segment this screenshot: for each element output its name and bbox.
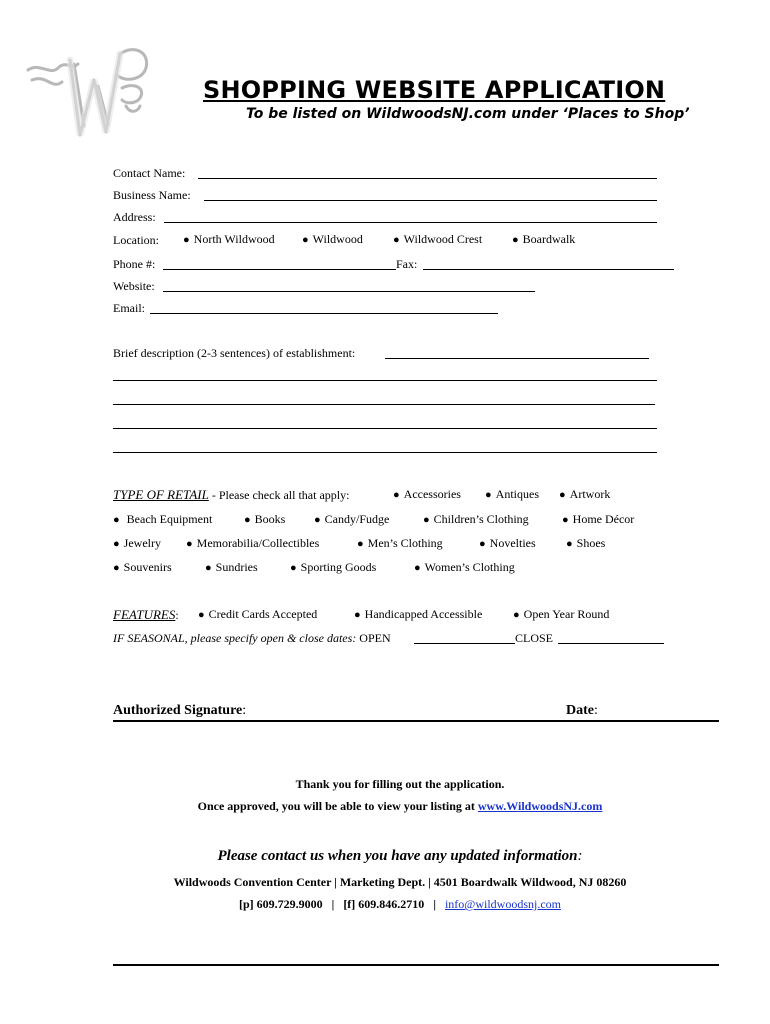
email-field[interactable] <box>150 313 498 314</box>
retail-option[interactable]: ● Accessories <box>393 487 461 501</box>
description-field[interactable] <box>385 358 649 359</box>
bullet-icon: ● <box>559 489 566 501</box>
email-link[interactable]: info@wildwoodsnj.com <box>444 897 562 911</box>
bullet-icon: ● <box>566 538 573 550</box>
features-heading-title: FEATURES <box>113 607 176 622</box>
location-option[interactable]: ● Wildwood <box>302 232 363 246</box>
wildwoods-logo <box>22 40 162 140</box>
page-subtitle: To be listed on WildwoodsNJ.com under ‘Places to Shop’ <box>246 106 690 122</box>
retail-instruction: - Please check all that apply: <box>208 488 350 502</box>
bottom-rule <box>113 964 719 966</box>
bullet-icon: ● <box>512 234 519 246</box>
email-label: Email: <box>113 301 145 315</box>
description-line[interactable] <box>113 380 657 381</box>
address-label: Address: <box>113 210 156 224</box>
seasonal-line <box>113 631 391 646</box>
date-label: Date: <box>566 703 598 718</box>
bullet-icon: ● <box>113 562 120 574</box>
features-heading <box>113 607 179 623</box>
bullet-icon: ● <box>183 234 190 246</box>
bullet-icon: ● <box>414 562 421 574</box>
contact-name-field[interactable] <box>198 178 657 179</box>
retail-option[interactable]: ● Shoes <box>566 536 606 550</box>
location-option[interactable]: ● Boardwalk <box>512 232 576 246</box>
website-field[interactable] <box>163 291 535 292</box>
location-option[interactable]: ● Wildwood Crest <box>393 232 483 246</box>
phone-label: Phone #: <box>113 257 156 271</box>
features-colon: : <box>175 608 179 622</box>
retail-option[interactable]: ● Books <box>244 512 286 526</box>
retail-heading <box>113 487 349 503</box>
contact-line <box>15 897 770 912</box>
fax-field[interactable] <box>423 269 674 270</box>
close-label: CLOSE <box>515 631 554 645</box>
separator: | <box>331 897 335 911</box>
bullet-icon: ● <box>513 609 520 621</box>
contact-heading: Please contact us when you have any updated information: <box>217 848 583 864</box>
thanks-text: Thank you for filling out the application. <box>295 777 505 791</box>
bullet-icon: ● <box>198 609 205 621</box>
address-line: Wildwoods Convention Center | Marketing Dept. | 4501 Boardwalk Wildwood, NJ 08260 <box>173 875 627 889</box>
bullet-icon: ● <box>479 538 486 550</box>
seasonal-label: IF SEASONAL, please specify open & close dates: <box>113 631 360 645</box>
retail-option[interactable]: ● Sundries <box>205 560 258 574</box>
description-label: Brief description (2-3 sentences) of establishment: <box>113 346 356 360</box>
retail-option[interactable]: ● Home Décor <box>562 512 635 526</box>
retail-option[interactable]: ● Men’s Clothing <box>357 536 443 550</box>
description-line[interactable] <box>113 452 657 453</box>
retail-option[interactable]: ● Memorabilia/Collectibles <box>186 536 320 550</box>
retail-option[interactable]: ● Souvenirs <box>113 560 172 574</box>
address-field[interactable] <box>164 222 657 223</box>
retail-option[interactable]: ● Jewelry <box>113 536 161 550</box>
retail-option[interactable]: ● Candy/Fudge <box>314 512 390 526</box>
retail-option[interactable]: ● Antiques <box>485 487 539 501</box>
feature-option[interactable]: ● Open Year Round <box>513 607 610 621</box>
bullet-icon: ● <box>186 538 193 550</box>
bullet-icon: ● <box>244 514 251 526</box>
contact-name-label: Contact Name: <box>113 166 186 180</box>
bullet-icon: ● <box>205 562 212 574</box>
bullet-icon: ● <box>485 489 492 501</box>
signature-field[interactable] <box>113 720 719 722</box>
bullet-icon: ● <box>302 234 309 246</box>
retail-option[interactable]: ● Artwork <box>559 487 611 501</box>
retail-option[interactable]: ● Children’s Clothing <box>423 512 529 526</box>
business-name-field[interactable] <box>204 200 657 201</box>
phone-number: [p] 609.729.9000 <box>238 897 323 911</box>
open-label: OPEN <box>359 631 391 645</box>
fax-label: Fax: <box>396 257 418 271</box>
location-option[interactable]: ● North Wildwood <box>183 232 275 246</box>
fax-number: [f] 609.846.2710 <box>343 897 425 911</box>
signature-label: Authorized Signature: <box>113 703 247 718</box>
website-link[interactable]: www.WildwoodsNJ.com <box>477 799 603 813</box>
page-title: SHOPPING WEBSITE APPLICATION <box>203 76 666 104</box>
website-label: Website: <box>113 279 155 293</box>
close-date-field[interactable] <box>558 643 664 644</box>
retail-heading-title: TYPE OF RETAIL <box>113 487 209 502</box>
bullet-icon: ● <box>290 562 297 574</box>
bullet-icon: ● <box>423 514 430 526</box>
separator: | <box>433 897 436 911</box>
bullet-icon: ● <box>357 538 364 550</box>
description-line[interactable] <box>113 404 655 405</box>
retail-option[interactable]: ● Novelties <box>479 536 536 550</box>
feature-option[interactable]: ● Credit Cards Accepted <box>198 607 318 621</box>
approved-line <box>15 799 770 814</box>
description-line[interactable] <box>113 428 657 429</box>
bullet-icon: ● <box>393 489 400 501</box>
feature-option[interactable]: ● Handicapped Accessible <box>354 607 483 621</box>
bullet-icon: ● <box>314 514 321 526</box>
location-label: Location: <box>113 233 159 247</box>
retail-option[interactable]: ● Beach Equipment <box>113 512 213 526</box>
bullet-icon: ● <box>393 234 400 246</box>
phone-field[interactable] <box>163 269 396 270</box>
bullet-icon: ● <box>113 514 120 526</box>
business-name-label: Business Name: <box>113 188 191 202</box>
bullet-icon: ● <box>354 609 361 621</box>
open-date-field[interactable] <box>414 643 515 644</box>
approved-text: Once approved, you will be able to view your listing at <box>197 799 478 813</box>
bullet-icon: ● <box>562 514 569 526</box>
bullet-icon: ● <box>113 538 120 550</box>
retail-option[interactable]: ● Women’s Clothing <box>414 560 515 574</box>
retail-option[interactable]: ● Sporting Goods <box>290 560 377 574</box>
